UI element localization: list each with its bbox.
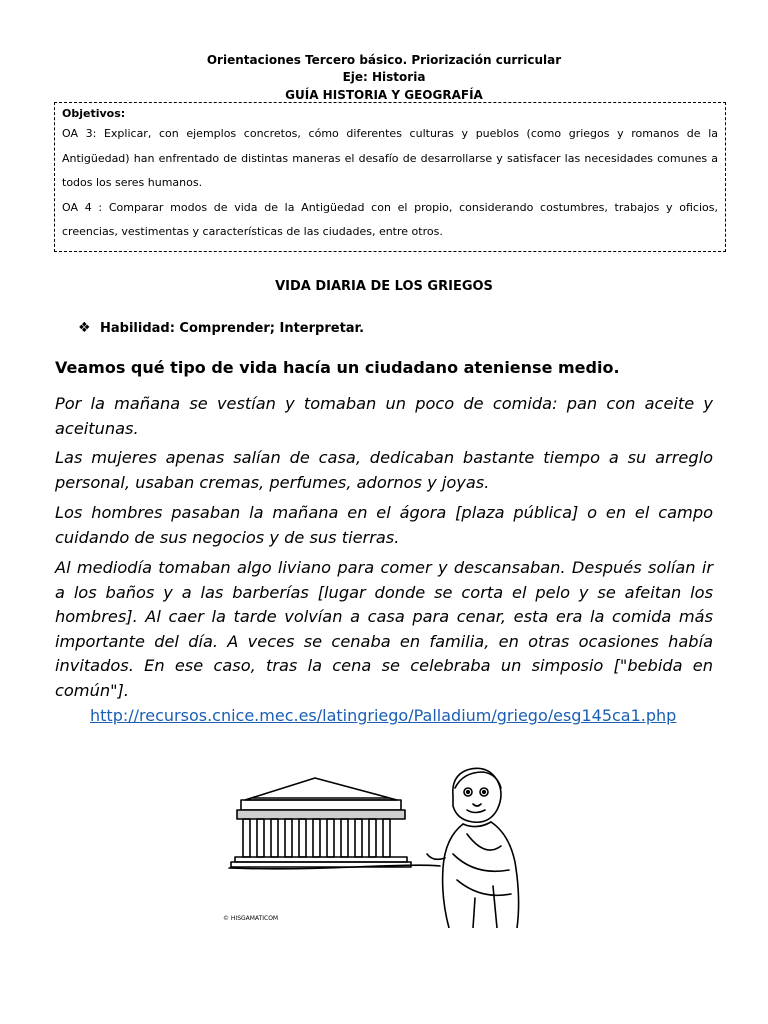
skill-text: Habilidad: Comprender; Interpretar.	[100, 321, 365, 336]
objective-oa4: OA 4 : Comparar modos de vida de la Antigüedad con el propio, considerando costumbres, trabajos y oficios, creencias, vestimentas y características de las ciudades, entre otros.	[62, 200, 718, 238]
objectives-title: Objetivos:	[62, 107, 126, 120]
skill-line	[78, 320, 364, 336]
objective-oa3: OA 3: Explicar, con ejemplos concretos, cómo diferentes culturas y pueblos (como griegos y romanos de la Antigüedad) han enfrentado de distintas maneras el desafío de desarrollarse y satisfacer las necesidades comunes a todos los seres humanos.	[62, 127, 718, 189]
objectives-box	[54, 102, 726, 252]
paragraph-women: Las mujeres apenas salían de casa, dedicaban bastante tiempo a su arreglo personal, usaban cremas, perfumes, adornos y joyas.	[55, 448, 713, 492]
diamond-bullet-icon: ❖	[78, 320, 91, 336]
paragraph-men: Los hombres pasaban la mañana en el ágora [plaza pública] o en el campo cuidando de sus negocios y de sus tierras.	[55, 503, 713, 547]
greek-temple-and-citizen-drawing-icon	[205, 758, 525, 928]
paragraph-afternoon: Al mediodía tomaban algo liviano para comer y descansaban. Después solían ir a los baños y a las barberías [lugar donde se corta el pelo y se afeitan los hombres]. Al caer la tarde volvían a casa para cenar, esta era la comida más importante del día. A veces se cenaba en familia, en otras ocasiones había invitados. En ese caso, tras la cena se celebraba un simposio ["bebida en común"].	[55, 558, 713, 700]
header-line-2: Eje: Historia	[342, 70, 426, 84]
source-link[interactable]: http://recursos.cnice.mec.es/latingriego/Palladium/griego/esg145ca1.php	[90, 706, 677, 725]
illustration-credit: © HISGAMATICOM	[223, 915, 279, 922]
header-line-3: GUÍA HISTORIA Y GEOGRAFÍA	[285, 88, 483, 102]
header-line-1: Orientaciones Tercero básico. Priorización curricular	[206, 53, 562, 67]
paragraph-morning: Por la mañana se vestían y tomaban un poco de comida: pan con aceite y aceitunas.	[55, 394, 713, 438]
lead-sentence: Veamos qué tipo de vida hacía un ciudadano ateniense medio.	[55, 358, 620, 377]
section-title: VIDA DIARIA DE LOS GRIEGOS	[275, 279, 493, 294]
